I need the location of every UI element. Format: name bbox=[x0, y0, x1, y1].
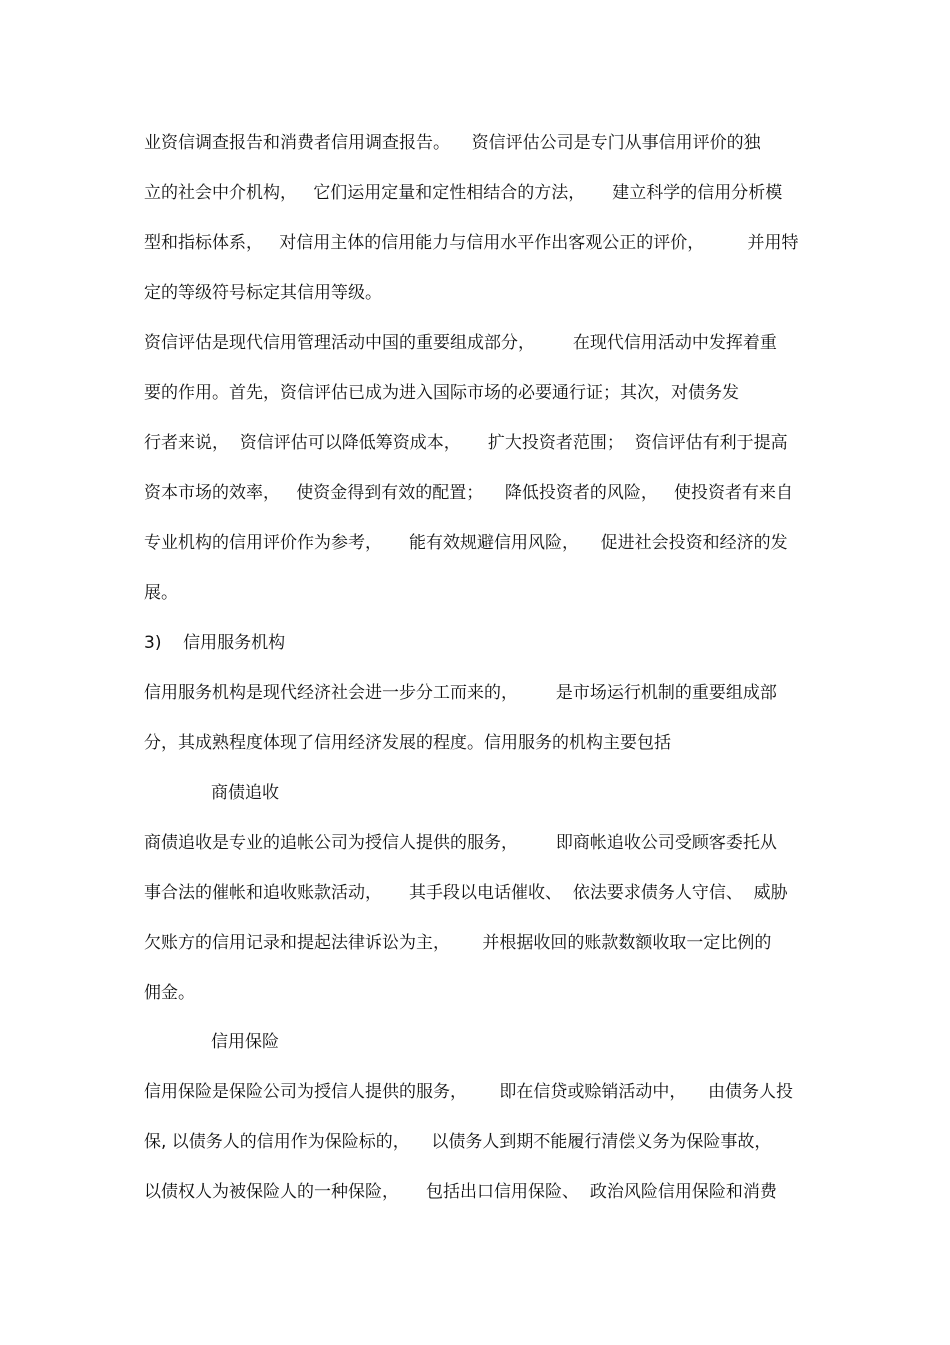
text-line: 展。 bbox=[144, 583, 178, 603]
text-line: 欠账方的信用记录和提起法律诉讼为主， 并根据收回的账款数额收取一定比例的 bbox=[144, 933, 772, 953]
text-line: 事合法的催帐和追收账款活动， 其手段以电话催收、 依法要求债务人守信、 威胁 bbox=[144, 883, 788, 903]
paragraph-start-line: 资信评估是现代信用管理活动中国的重要组成部分， 在现代信用活动中发挥着重 bbox=[144, 333, 777, 353]
text-line: 分，其成熟程度体现了信用经济发展的程度。信用服务的机构主要包括 bbox=[144, 733, 671, 753]
text-line: 立的社会中介机构， 它们运用定量和定性相结合的方法， 建立科学的信用分析模 bbox=[144, 183, 783, 203]
text-line: 型和指标体系， 对信用主体的信用能力与信用水平作出客观公正的评价， 并用特 bbox=[144, 233, 799, 253]
paragraph-start-line: 信用服务机构是现代经济社会进一步分工而来的， 是市场运行机制的重要组成部 bbox=[144, 683, 777, 703]
section-heading: 3) 信用服务机构 bbox=[144, 633, 286, 653]
text-line: 以债权人为被保险人的一种保险， 包括出口信用保险、 政治风险信用保险和消费 bbox=[144, 1182, 777, 1202]
text-line: 行者来说， 资信评估可以降低筹资成本， 扩大投资者范围； 资信评估有利于提高 bbox=[144, 433, 788, 453]
paragraph-start-line: 商债追收是专业的追帐公司为授信人提供的服务， 即商帐追收公司受顾客委托从 bbox=[144, 833, 777, 853]
text-line: 定的等级符号标定其信用等级。 bbox=[144, 283, 382, 303]
paragraph-start-line: 信用保险是保险公司为授信人提供的服务， 即在信贷或赊销活动中， 由债务人投 bbox=[144, 1082, 794, 1102]
text-line: 资本市场的效率， 使资金得到有效的配置； 降低投资者的风险， 使投资者有来自 bbox=[144, 483, 794, 503]
subsection-heading: 信用保险 bbox=[211, 1032, 279, 1052]
text-line: 专业机构的信用评价作为参考， 能有效规避信用风险， 促进社会投资和经济的发 bbox=[144, 533, 788, 553]
text-line: 保, 以债务人的信用作为保险标的， 以债务人到期不能履行清偿义务为保险事故， bbox=[144, 1132, 772, 1152]
text-line: 要的作用。首先，资信评估已成为进入国际市场的必要通行证；其次，对债务发 bbox=[144, 383, 739, 403]
text-line: 业资信调查报告和消费者信用调查报告。 资信评估公司是专门从事信用评价的独 bbox=[144, 133, 761, 153]
subsection-heading: 商债追收 bbox=[211, 783, 279, 803]
text-line: 佣金。 bbox=[144, 983, 195, 1003]
